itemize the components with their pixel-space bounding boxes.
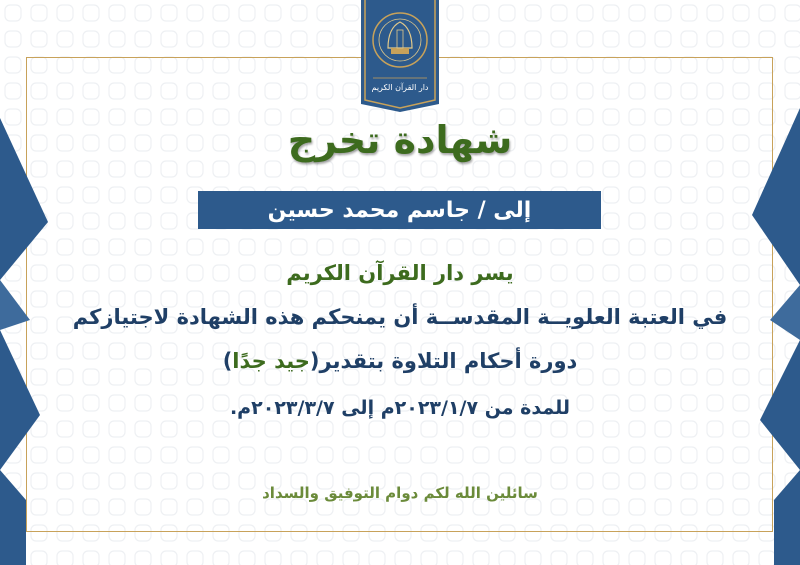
course-text: دورة أحكام التلاوة بتقدير <box>319 349 578 373</box>
emblem-text: دار القرآن الكريم <box>371 83 429 92</box>
course-line <box>0 349 800 373</box>
certificate-title: شهادة تخرج <box>287 118 513 162</box>
grade-close: ) <box>222 349 233 373</box>
grade-open: ( <box>309 349 320 373</box>
intro-line: يسر دار القرآن الكريم <box>286 261 514 285</box>
recipient-name: إلى / جاسم محمد حسين <box>267 197 532 223</box>
period-line: للمدة من ٢٠٢٣/١/٧م إلى ٢٠٢٣/٣/٧م. <box>229 397 571 419</box>
grant-line: في العتبة العلويــة المقدســة أن يمنحكم هذه الشهادة لاجتيازكم <box>72 305 728 329</box>
closing-line: سائلين الله لكم دوام التوفيق والسداد <box>262 484 538 502</box>
recipient-name-bar <box>198 191 601 229</box>
institution-emblem <box>361 0 439 112</box>
grade-value: جيد جدًا <box>232 349 310 373</box>
